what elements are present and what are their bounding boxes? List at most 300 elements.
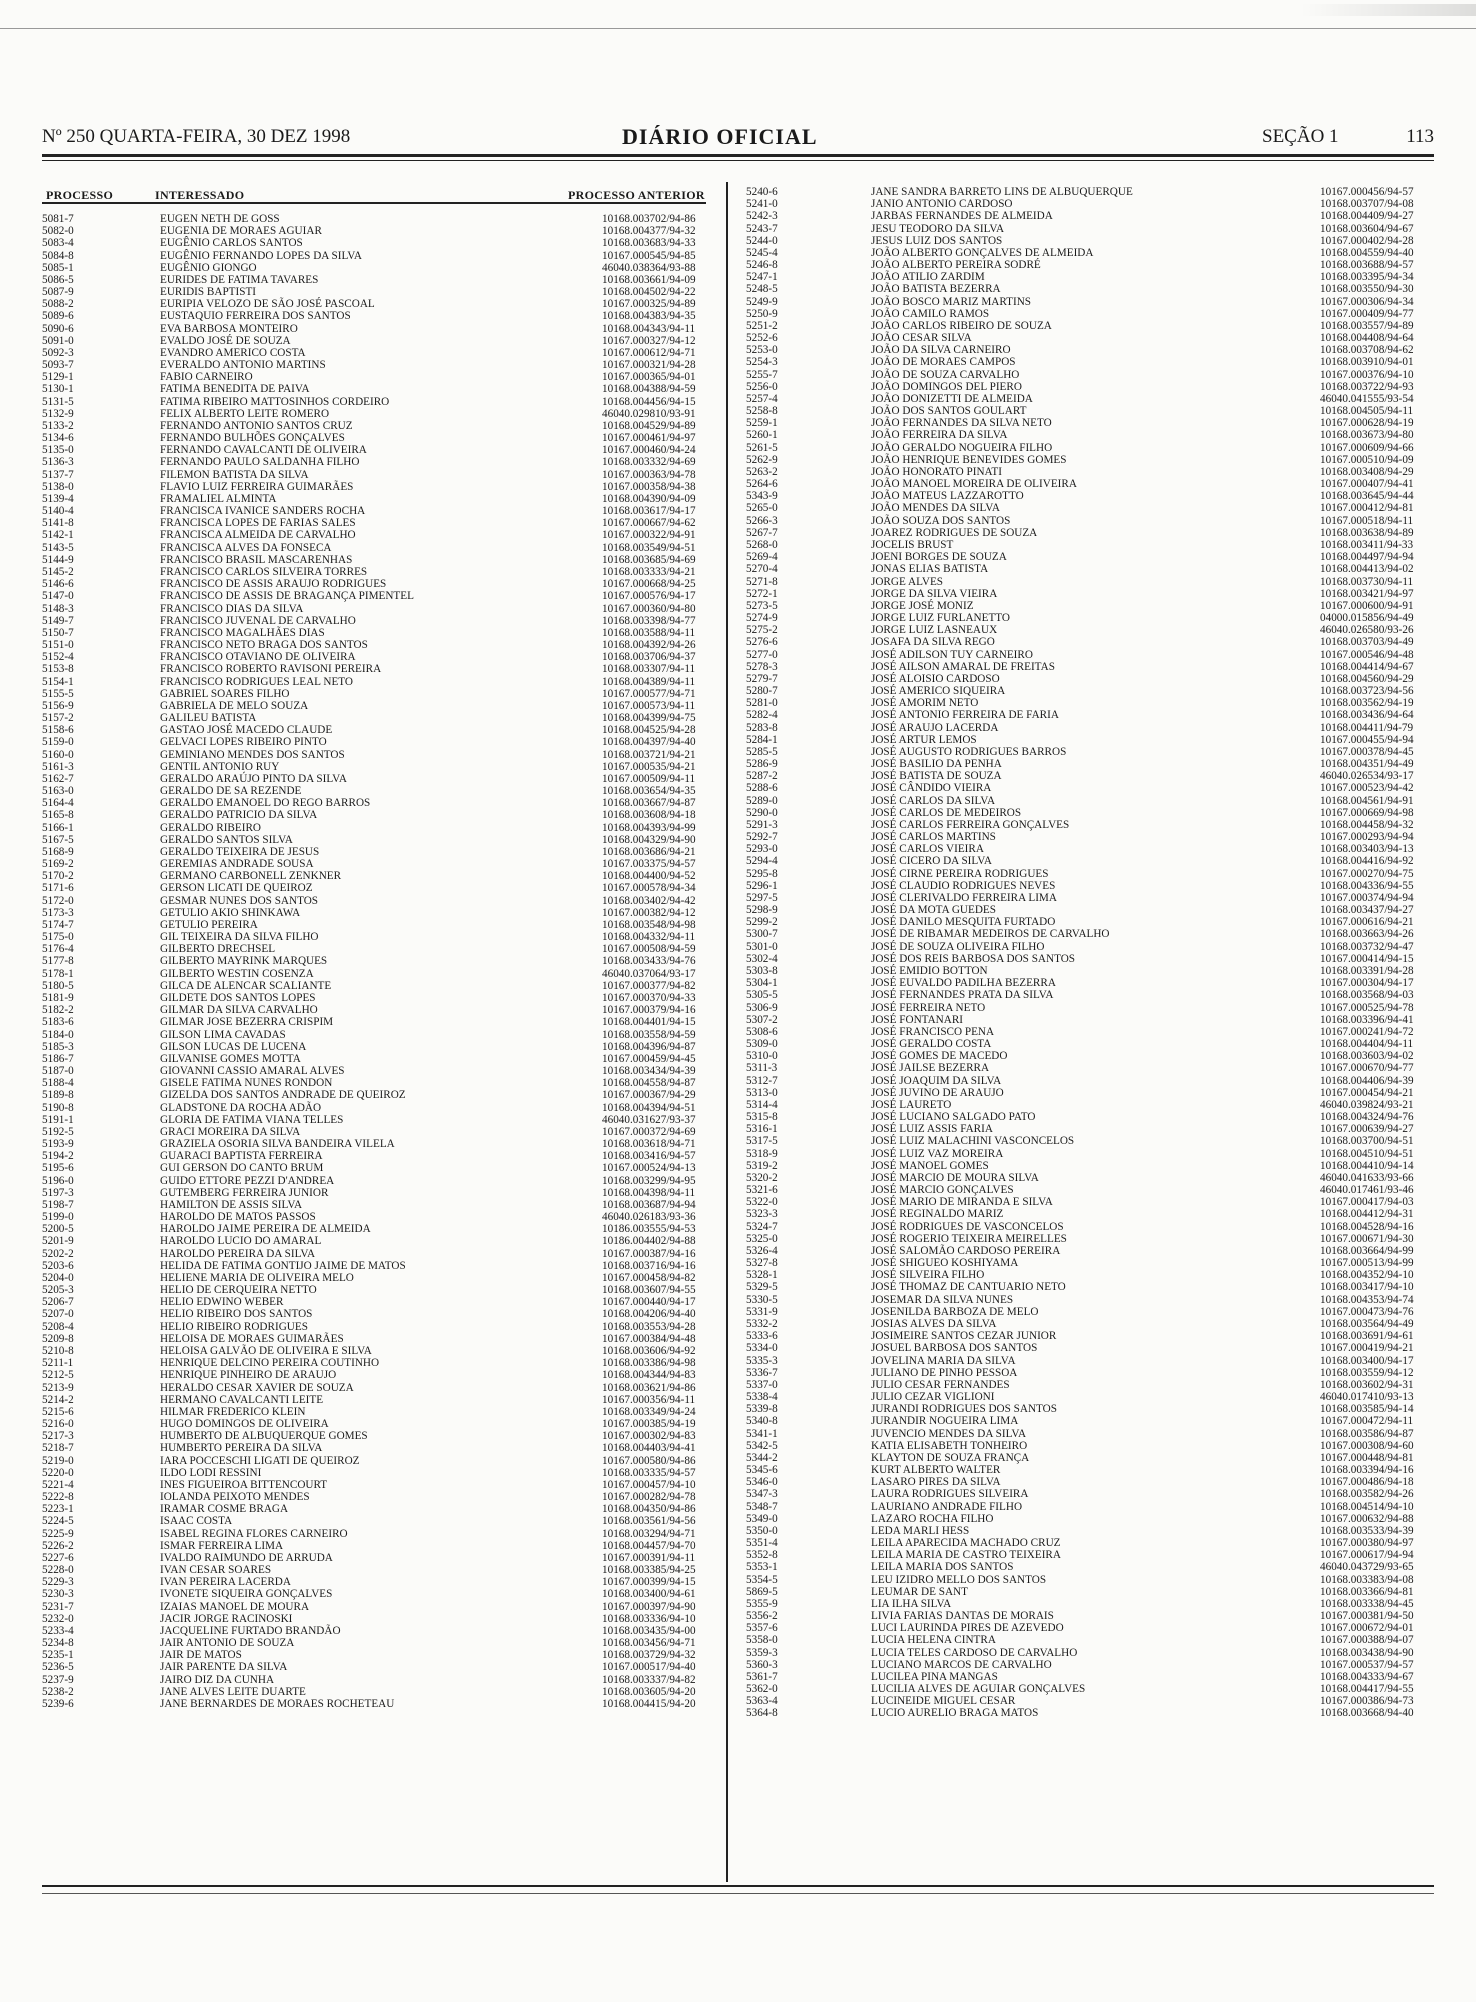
table-row <box>746 283 1436 295</box>
process-number: 5213-9 <box>42 1381 74 1394</box>
process-number: 5313-0 <box>746 1086 778 1099</box>
process-number: 5185-3 <box>42 1040 74 1053</box>
process-number: 5353-1 <box>746 1561 778 1574</box>
table-row <box>746 1525 1436 1537</box>
process-number: 5182-2 <box>42 1004 74 1017</box>
table-row <box>42 1649 708 1661</box>
interested-name: GASTAO JOSÉ MACEDO CLAUDE <box>160 724 333 737</box>
previous-process: 10168.003703/94-49 <box>1320 636 1414 649</box>
table-row <box>42 1248 708 1260</box>
interested-name: JOSÉ MARCIO GONÇALVES <box>871 1184 1014 1197</box>
process-number: 5232-0 <box>42 1612 74 1625</box>
process-number: 5293-0 <box>746 843 778 856</box>
previous-process: 10167.000578/94-34 <box>602 882 696 895</box>
interested-name: JOSÉ LUIZ ASSIS FARIA <box>871 1123 993 1136</box>
interested-name: GERALDO RIBEIRO <box>160 821 261 834</box>
table-row <box>746 1208 1436 1220</box>
table-row <box>746 1683 1436 1695</box>
table-row <box>42 688 708 700</box>
interested-name: JOÃO BOSCO MARIZ MARTINS <box>871 295 1032 308</box>
table-row <box>746 1184 1436 1196</box>
previous-process: 10168.003910/94-01 <box>1320 356 1414 369</box>
table-row <box>42 481 708 493</box>
interested-name: LUCIO AURELIO BRAGA MATOS <box>871 1707 1039 1720</box>
interested-name: LUCIA TELES CARDOSO DE CARVALHO <box>871 1646 1078 1659</box>
process-number: 5141-8 <box>42 517 74 530</box>
interested-name: GIOVANNI CASSIO AMARAL ALVES <box>160 1065 345 1078</box>
interested-name: JORGE LUIZ FURLANETTO <box>871 612 1011 625</box>
table-row <box>42 919 708 931</box>
previous-process: 10167.000546/94-48 <box>1320 648 1414 661</box>
process-number: 5257-4 <box>746 392 778 405</box>
interested-name: JOÃO ALBERTO GONÇALVES DE ALMEIDA <box>871 246 1094 259</box>
process-number: 5161-3 <box>42 760 74 773</box>
interested-name: FRANCISCA ALVES DA FONSECA <box>160 541 332 554</box>
interested-name: JOÃO MATEUS LAZZAROTTO <box>871 490 1024 503</box>
table-row <box>746 466 1436 478</box>
interested-name: FRANCISCO RODRIGUES LEAL NETO <box>160 675 353 688</box>
process-number: 5299-2 <box>746 916 778 929</box>
previous-process: 10168.003434/94-39 <box>602 1065 696 1078</box>
previous-process: 10167.000363/94-78 <box>602 468 696 481</box>
interested-name: GIL TEIXEIRA DA SILVA FILHO <box>160 931 319 944</box>
table-row <box>42 1479 708 1491</box>
table-row <box>42 1698 708 1710</box>
interested-name: EUGENIA DE MORAES AGUIAR <box>160 225 322 238</box>
process-number: 5349-0 <box>746 1512 778 1525</box>
previous-process: 46040.026580/93-26 <box>1320 624 1414 637</box>
previous-process: 10167.000440/94-17 <box>602 1296 696 1309</box>
table-row <box>746 649 1436 661</box>
previous-process: 10168.003400/94-17 <box>1320 1354 1414 1367</box>
process-number: 5308-6 <box>746 1025 778 1038</box>
previous-process: 10168.004406/94-39 <box>1320 1074 1414 1087</box>
previous-process: 10168.003716/94-16 <box>602 1259 696 1272</box>
table-row <box>42 797 708 809</box>
process-number: 5159-0 <box>42 736 74 749</box>
table-row <box>746 1647 1436 1659</box>
process-number: 5205-3 <box>42 1284 74 1297</box>
previous-process: 10168.003683/94-33 <box>602 237 696 250</box>
table-row <box>42 895 708 907</box>
process-number: 5312-7 <box>746 1074 778 1087</box>
process-number: 5149-7 <box>42 614 74 627</box>
process-number: 5136-3 <box>42 456 74 469</box>
interested-name: JOÃO FERREIRA DA SILVA <box>871 429 1008 442</box>
table-row <box>746 1513 1436 1525</box>
process-number: 5090-6 <box>42 322 74 335</box>
interested-name: JONAS ELIAS BATISTA <box>871 563 989 576</box>
interested-name: FERNANDO PAULO SALDANHA FILHO <box>160 456 360 469</box>
process-number: 5305-5 <box>746 989 778 1002</box>
interested-name: HELIENE MARIA DE OLIVEIRA MELO <box>160 1271 354 1284</box>
table-row <box>746 1014 1436 1026</box>
process-number: 5130-1 <box>42 383 74 396</box>
process-number: 5239-6 <box>42 1697 74 1710</box>
previous-process: 10168.003336/94-10 <box>602 1612 696 1625</box>
table-row <box>42 213 708 225</box>
table-row <box>42 809 708 821</box>
interested-name: HENRIQUE PINHEIRO DE ARAUJO <box>160 1369 337 1382</box>
process-number: 5265-0 <box>746 502 778 515</box>
interested-name: JOSÉ DA MOTA GUEDES <box>871 904 996 917</box>
interested-name: JOSÉ CICERO DA SILVA <box>871 855 992 868</box>
previous-process: 10167.000382/94-12 <box>602 906 696 919</box>
previous-process: 10168.003723/94-56 <box>1320 685 1414 698</box>
table-row <box>42 907 708 919</box>
process-number: 5169-2 <box>42 858 74 871</box>
interested-name: LASARO PIRES DA SILVA <box>871 1476 1001 1489</box>
previous-process: 10167.000537/94-57 <box>1320 1658 1414 1671</box>
previous-process: 10168.003456/94-71 <box>602 1637 696 1650</box>
process-number: 5176-4 <box>42 943 74 956</box>
table-row <box>746 332 1436 344</box>
previous-process: 10167.000358/94-38 <box>602 480 696 493</box>
table-row <box>746 1135 1436 1147</box>
interested-name: IZAIAS MANOEL DE MOURA <box>160 1600 310 1613</box>
table-row <box>42 1442 708 1454</box>
previous-process: 10167.000672/94-01 <box>1320 1622 1414 1635</box>
interested-name: JOSÉ AMORIM NETO <box>871 697 979 710</box>
process-number: 5284-1 <box>746 733 778 746</box>
table-row <box>746 1379 1436 1391</box>
previous-process: 10168.003730/94-11 <box>1320 575 1414 588</box>
table-row <box>746 296 1436 308</box>
table-row <box>746 198 1436 210</box>
previous-process: 10167.000600/94-91 <box>1320 599 1414 612</box>
previous-process: 10168.004392/94-26 <box>602 639 696 652</box>
process-number: 5334-0 <box>746 1342 778 1355</box>
process-number: 5276-6 <box>746 636 778 649</box>
table-row <box>42 1211 708 1223</box>
table-row <box>746 697 1436 709</box>
process-number: 5272-1 <box>746 587 778 600</box>
section-label: SEÇÃO 1 <box>1262 126 1339 147</box>
table-row <box>746 1659 1436 1671</box>
process-number: 5291-3 <box>746 818 778 831</box>
interested-name: ISMAR FERREIRA LIMA <box>160 1539 284 1552</box>
table-row <box>746 320 1436 332</box>
previous-process: 10186.004402/94-88 <box>602 1235 696 1248</box>
interested-name: HUMBERTO PEREIRA DA SILVA <box>160 1442 323 1455</box>
interested-name: LIVIA FARIAS DANTAS DE MORAIS <box>871 1610 1054 1623</box>
process-number: 5240-6 <box>746 186 778 198</box>
process-number: 5320-2 <box>746 1171 778 1184</box>
process-number: 5142-1 <box>42 529 74 542</box>
interested-name: LEU IZIDRO MELLO DOS SANTOS <box>871 1573 1047 1586</box>
table-row <box>42 1369 708 1381</box>
interested-name: IVALDO RAIMUNDO DE ARRUDA <box>160 1551 333 1564</box>
interested-name: JOSIAS ALVES DA SILVA <box>871 1317 997 1330</box>
previous-process: 10167.000628/94-19 <box>1320 417 1414 430</box>
process-number: 5237-9 <box>42 1673 74 1686</box>
table-row <box>42 1126 708 1138</box>
top-edge-line <box>0 28 1476 29</box>
process-number: 5160-0 <box>42 748 74 761</box>
table-row <box>746 1695 1436 1707</box>
process-number: 5249-9 <box>746 295 778 308</box>
table-row <box>746 1062 1436 1074</box>
process-number: 5135-0 <box>42 444 74 457</box>
previous-process: 10168.003307/94-11 <box>602 663 696 676</box>
previous-process: 10168.004510/94-51 <box>1320 1147 1414 1160</box>
process-number: 5180-5 <box>42 979 74 992</box>
table-row <box>42 1138 708 1150</box>
process-number: 5173-3 <box>42 906 74 919</box>
interested-name: JOSÉ ALOISIO CARDOSO <box>871 672 1000 685</box>
table-row <box>746 235 1436 247</box>
table-row <box>42 627 708 639</box>
interested-name: FRANCISCO BRASIL MASCARENHAS <box>160 553 353 566</box>
previous-process: 10186.003555/94-53 <box>602 1223 696 1236</box>
previous-process: 10168.004502/94-22 <box>602 286 696 299</box>
previous-process: 46040.041633/93-66 <box>1320 1171 1414 1184</box>
interested-name: JOSIMEIRE SANTOS CEZAR JUNIOR <box>871 1330 1057 1343</box>
previous-process: 10167.000419/94-21 <box>1320 1342 1414 1355</box>
page-header <box>42 126 1434 152</box>
interested-name: JULIANO DE PINHO PESSOA <box>871 1366 1018 1379</box>
interested-name: JOSÉ ADILSON TUY CARNEIRO <box>871 648 1033 661</box>
previous-process: 10168.003685/94-69 <box>602 553 696 566</box>
interested-name: LEILA MARIA DOS SANTOS <box>871 1561 1014 1574</box>
previous-process: 10168.004404/94-11 <box>1320 1038 1414 1051</box>
previous-process: 10168.004399/94-75 <box>602 712 696 725</box>
interested-name: KURT ALBERTO WALTER <box>871 1464 1001 1477</box>
process-number: 5350-0 <box>746 1524 778 1537</box>
table-row <box>746 1610 1436 1622</box>
previous-process: 10168.003654/94-35 <box>602 785 696 798</box>
table-row <box>42 408 708 420</box>
interested-name: FATIMA BENEDITA DE PAIVA <box>160 383 310 396</box>
interested-name: JORGE ALVES <box>871 575 944 588</box>
interested-name: LAZARO ROCHA FILHO <box>871 1512 994 1525</box>
process-number: 5337-0 <box>746 1378 778 1391</box>
interested-name: LUCILEA PINA MANGAS <box>871 1670 998 1683</box>
previous-process: 10168.003707/94-08 <box>1320 198 1414 211</box>
process-number: 5188-4 <box>42 1077 74 1090</box>
table-row <box>42 347 708 359</box>
interested-name: JANE ALVES LEITE DUARTE <box>160 1685 306 1698</box>
scan-shadow <box>1300 4 1476 16</box>
process-number: 5255-7 <box>746 368 778 381</box>
interested-name: GLORIA DE FATIMA VIANA TELLES <box>160 1113 344 1126</box>
previous-process: 10168.003645/94-44 <box>1320 490 1414 503</box>
process-number: 5144-9 <box>42 553 74 566</box>
header-rule-thick <box>42 154 1434 157</box>
interested-name: JOSÉ CARLOS MARTINS <box>871 831 996 844</box>
table-row <box>746 1488 1436 1500</box>
interested-name: GERALDO ARAÚJO PINTO DA SILVA <box>160 772 347 785</box>
interested-name: GERALDO DE SA REZENDE <box>160 785 302 798</box>
table-row <box>746 1172 1436 1184</box>
previous-process: 10168.004416/94-92 <box>1320 855 1414 868</box>
interested-name: GILCA DE ALENCAR SCALIANTE <box>160 979 332 992</box>
table-row <box>42 262 708 274</box>
table-row <box>42 444 708 456</box>
previous-process: 10168.003385/94-25 <box>602 1564 696 1577</box>
previous-process: 10168.003603/94-02 <box>1320 1050 1414 1063</box>
previous-process: 10168.004394/94-51 <box>602 1101 696 1114</box>
process-number: 5174-7 <box>42 918 74 931</box>
table-row <box>746 588 1436 600</box>
interested-name: GILBERTO MAYRINK MARQUES <box>160 955 328 968</box>
previous-process: 10167.000518/94-11 <box>1320 514 1414 527</box>
table-row <box>42 943 708 955</box>
interested-name: JOSÉ RODRIGUES DE VASCONCELOS <box>871 1220 1064 1233</box>
interested-name: FRANCISCO CARLOS SILVEIRA TORRES <box>160 565 368 578</box>
previous-process: 10168.003700/94-51 <box>1320 1135 1414 1148</box>
table-row <box>746 1561 1436 1573</box>
table-row <box>42 1467 708 1479</box>
previous-process: 10168.003661/94-09 <box>602 273 696 286</box>
table-row <box>42 1065 708 1077</box>
table-row <box>42 651 708 663</box>
interested-name: JOÃO HONORATO PINATI <box>871 465 1002 478</box>
interested-name: GILMAR JOSE BEZERRA CRISPIM <box>160 1016 334 1029</box>
interested-name: JOSÉ CARLOS VIEIRA <box>871 843 984 856</box>
table-row <box>42 700 708 712</box>
process-number: 5224-5 <box>42 1515 74 1528</box>
interested-name: JOSÉ MARIO DE MIRANDA E SILVA <box>871 1196 1053 1209</box>
previous-process: 10168.003606/94-92 <box>602 1344 696 1357</box>
table-row <box>42 1016 708 1028</box>
table-row <box>746 1501 1436 1513</box>
process-number: 5331-9 <box>746 1305 778 1318</box>
process-number: 5162-7 <box>42 772 74 785</box>
column-header-rule <box>42 202 706 204</box>
process-number: 5356-2 <box>746 1610 778 1623</box>
table-row <box>42 1552 708 1564</box>
previous-process: 10168.003548/94-98 <box>602 918 696 931</box>
process-number: 5228-0 <box>42 1564 74 1577</box>
table-row <box>746 941 1436 953</box>
interested-name: JUVENCIO MENDES DA SILVA <box>871 1427 1027 1440</box>
process-number: 5150-7 <box>42 626 74 639</box>
process-number: 5319-2 <box>746 1159 778 1172</box>
process-number: 5318-9 <box>746 1147 778 1160</box>
process-number: 5085-1 <box>42 261 74 274</box>
previous-process: 10168.003664/94-99 <box>1320 1244 1414 1257</box>
table-row <box>746 807 1436 819</box>
previous-process: 10167.000459/94-45 <box>602 1052 696 1065</box>
process-number: 5311-3 <box>746 1062 778 1075</box>
interested-name: JANIO ANTONIO CARDOSO <box>871 198 1013 211</box>
previous-process: 10168.003562/94-19 <box>1320 697 1414 710</box>
interested-name: JOÃO CAMILO RAMOS <box>871 307 990 320</box>
previous-process: 10168.004389/94-11 <box>602 675 696 688</box>
table-row <box>42 1175 708 1187</box>
interested-name: JOSÉ BATISTA DE SOUZA <box>871 770 1002 783</box>
previous-process: 10168.004505/94-11 <box>1320 405 1414 418</box>
interested-name: FRANCISCA ALMEIDA DE CARVALHO <box>160 529 356 542</box>
process-number: 5359-3 <box>746 1646 778 1659</box>
interested-name: GETULIO PEREIRA <box>160 918 258 931</box>
previous-process: 10168.003398/94-77 <box>602 614 696 627</box>
previous-process: 10168.003421/94-97 <box>1320 587 1414 600</box>
process-number: 5089-6 <box>42 310 74 323</box>
interested-name: JANE SANDRA BARRETO LINS DE ALBUQUERQUE <box>871 186 1133 198</box>
table-row <box>746 734 1436 746</box>
interested-name: JAIR PARENTE DA SILVA <box>160 1661 288 1674</box>
previous-process: 10167.000381/94-50 <box>1320 1610 1414 1623</box>
table-row <box>746 1245 1436 1257</box>
interested-name: FRANCISCO DIAS DA SILVA <box>160 602 304 615</box>
interested-name: EUGÊNIO GIONGO <box>160 261 257 274</box>
interested-name: JOSÉ LUCIANO SALGADO PATO <box>871 1111 1036 1124</box>
table-row <box>746 953 1436 965</box>
previous-process: 10167.000384/94-48 <box>602 1332 696 1345</box>
interested-name: JARBAS FERNANDES DE ALMEIDA <box>871 210 1053 223</box>
interested-name: JORGE LUIZ LASNEAUX <box>871 624 998 637</box>
table-row <box>746 1537 1436 1549</box>
process-number: 5233-4 <box>42 1624 74 1637</box>
previous-process: 10167.000321/94-28 <box>602 359 696 372</box>
interested-name: GLADSTONE DA ROCHA ADÃO <box>160 1101 322 1114</box>
process-number: 5300-7 <box>746 928 778 941</box>
process-number: 5250-9 <box>746 307 778 320</box>
process-number: 5156-9 <box>42 699 74 712</box>
table-row <box>42 1491 708 1503</box>
interested-name: JOÃO DONIZETTI DE ALMEIDA <box>871 392 1033 405</box>
table-row <box>746 210 1436 222</box>
previous-process: 10167.000517/94-40 <box>602 1661 696 1674</box>
table-row <box>746 1476 1436 1488</box>
table-row <box>746 442 1436 454</box>
interested-name: JOSÉ BASILIO DA PENHA <box>871 758 1002 771</box>
previous-process: 10168.004344/94-83 <box>602 1369 696 1382</box>
interested-name: LEILA APARECIDA MACHADO CRUZ <box>871 1537 1061 1550</box>
process-number: 5216-0 <box>42 1418 74 1431</box>
process-number: 5133-2 <box>42 419 74 432</box>
previous-process: 10168.004332/94-11 <box>602 931 696 944</box>
previous-process: 10168.003585/94-14 <box>1320 1403 1414 1416</box>
process-number: 5330-5 <box>746 1293 778 1306</box>
table-row <box>42 663 708 675</box>
previous-process: 10168.004408/94-64 <box>1320 332 1414 345</box>
process-number: 5341-1 <box>746 1427 778 1440</box>
table-row <box>746 502 1436 514</box>
previous-process: 10168.003582/94-26 <box>1320 1488 1414 1501</box>
interested-name: GUI GERSON DO CANTO BRUM <box>160 1162 324 1175</box>
table-row <box>746 1318 1436 1330</box>
previous-process: 46040.041555/93-54 <box>1320 392 1414 405</box>
process-number: 5137-7 <box>42 468 74 481</box>
process-number: 5191-1 <box>42 1113 74 1126</box>
previous-process: 10167.000407/94-41 <box>1320 478 1414 491</box>
interested-name: FRANCISCO DE ASSIS DE BRAGANÇA PIMENTEL <box>160 590 414 603</box>
process-number: 5218-7 <box>42 1442 74 1455</box>
previous-process: 10167.000473/94-76 <box>1320 1305 1414 1318</box>
table-row <box>746 1440 1436 1452</box>
previous-process: 10168.003617/94-17 <box>602 505 696 518</box>
interested-name: JOSÉ JAILSE BEZERRA <box>871 1062 990 1075</box>
process-number: 5280-7 <box>746 685 778 698</box>
process-number: 5152-4 <box>42 651 74 664</box>
interested-name: IARA POCCESCHI LIGATI DE QUEIROZ <box>160 1454 360 1467</box>
table-row <box>746 1671 1436 1683</box>
previous-process: 10167.000617/94-94 <box>1320 1549 1414 1562</box>
previous-process: 10168.003553/94-28 <box>602 1320 696 1333</box>
process-number: 5164-4 <box>42 797 74 810</box>
table-row <box>42 1004 708 1016</box>
table-row <box>42 1041 708 1053</box>
process-number: 5304-1 <box>746 977 778 990</box>
process-number: 5296-1 <box>746 879 778 892</box>
interested-name: FRANCISCO MAGALHÃES DIAS <box>160 626 325 639</box>
interested-name: IVAN CESAR SOARES <box>160 1564 272 1577</box>
previous-process: 10167.000576/94-17 <box>602 590 696 603</box>
table-row <box>746 685 1436 697</box>
